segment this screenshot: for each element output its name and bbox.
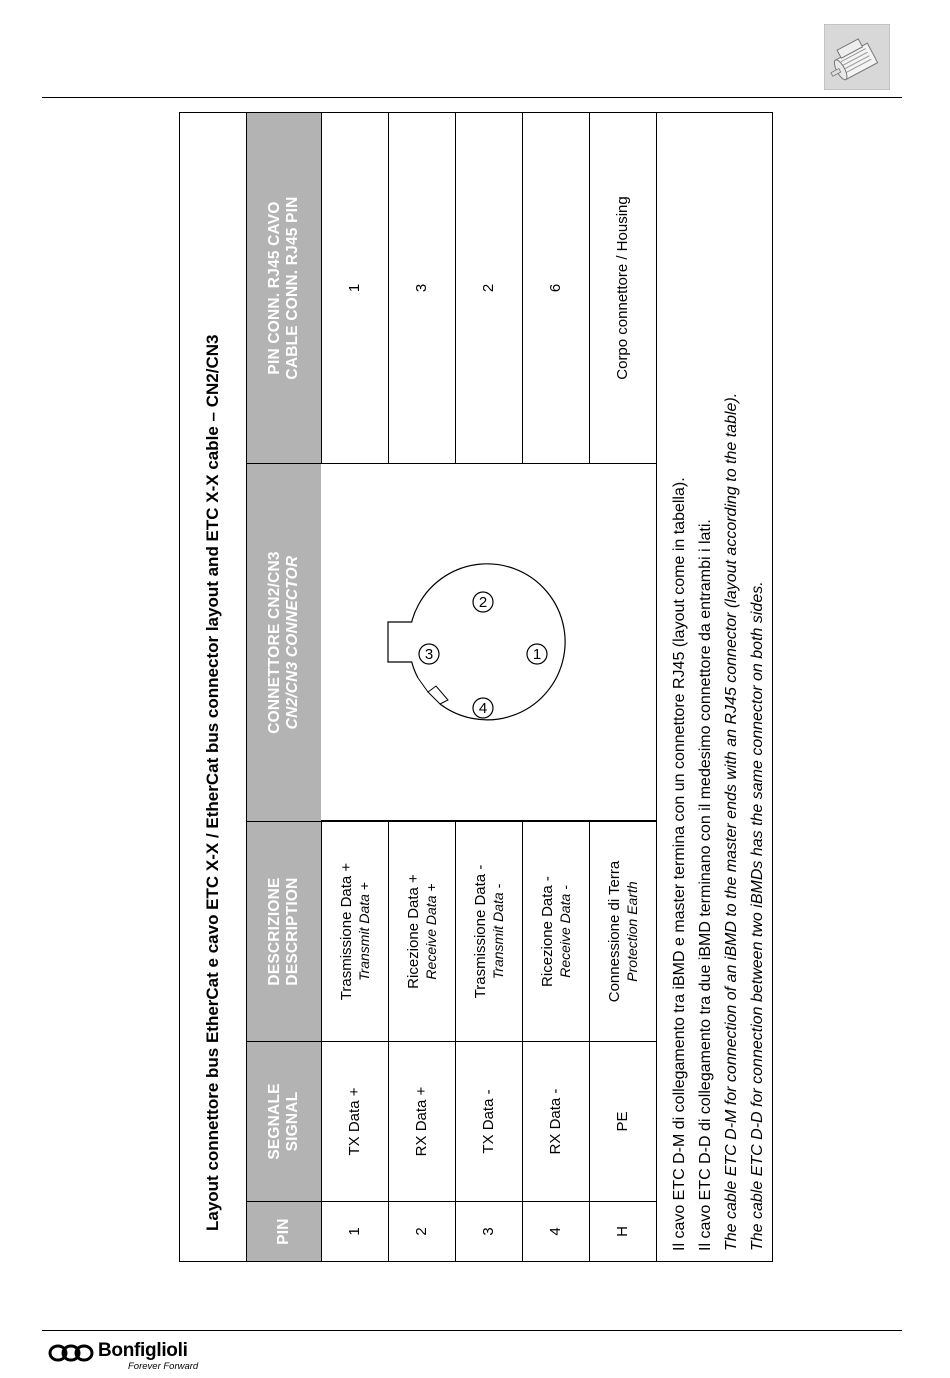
svg-text:2: 2	[478, 594, 488, 611]
col-header-rj45: PIN CONN. RJ45 CAVO CABLE CONN. RJ45 PIN	[265, 196, 301, 380]
connector-pin-1	[527, 644, 547, 664]
signal-cell: RX Data +	[389, 1041, 455, 1201]
header-rule	[42, 97, 902, 98]
rj45-cell: 6	[547, 283, 565, 293]
connector-pin-3	[419, 644, 439, 664]
description-cell: Trasmissione Data - Transmit Data -	[456, 821, 522, 1041]
rj45-cell: Corpo connettore / Housing	[614, 196, 632, 380]
rotated-table-block	[179, 112, 773, 1262]
footer-rule	[42, 1330, 902, 1331]
notes-section	[656, 113, 772, 1261]
col-header-pin: PIN	[247, 1201, 321, 1261]
svg-text:3: 3	[424, 646, 434, 663]
note-line: Il cavo ETC D-D di collegamento tra due iBMD terminano con il medesimo connettore da entrambi i lati.	[697, 519, 714, 1251]
connector-pin-2	[473, 592, 493, 612]
table-title: Layout connettore bus EtherCat e cavo ETC X-X / EtherCat bus connector layout and ETC X-X cable – CN2/CN3	[203, 334, 222, 1231]
note-line: The cable ETC D-M for connection of an iBMD to the master ends with an RJ45 connector (layout according to the table).	[723, 392, 740, 1251]
connector-pin-4	[473, 698, 493, 718]
signal-cell: RX Data -	[523, 1041, 589, 1201]
description-cell: Trasmissione Data + Transmit Data +	[322, 821, 388, 1041]
connector-table	[179, 112, 773, 1262]
rj45-cell: 3	[413, 283, 431, 293]
col-header-signal: SEGNALE SIGNAL	[247, 1041, 321, 1201]
brand-tagline: Forever Forward	[128, 1361, 199, 1372]
svg-text:4: 4	[478, 700, 488, 717]
note-line: Il cavo ETC D-M di collegamento tra iBMD e master termina con un connettore RJ45 (layout come in tabella).	[671, 477, 688, 1251]
signal-cell: PE	[590, 1041, 656, 1201]
motor-icon	[824, 24, 890, 90]
pin-cell: 3	[456, 1201, 522, 1261]
svg-text:1: 1	[532, 646, 542, 663]
note-line: The cable ETC D-D for connection between two iBMDs has the same connector on both sides.	[749, 581, 766, 1251]
rj45-cell: 1	[346, 283, 364, 293]
table-header-row	[246, 113, 321, 1261]
connector-diagram	[321, 463, 656, 821]
pin-cell: H	[590, 1201, 656, 1261]
description-cell: Connessione di Terra Protection Earth	[590, 821, 656, 1041]
col-header-description: DESCRIZIONE DESCRIPTION	[247, 821, 321, 1041]
brand-name: Bonfiglioli	[98, 1340, 188, 1361]
pin-cell: 2	[389, 1201, 455, 1261]
pin-cell: 4	[523, 1201, 589, 1261]
description-cell: Ricezione Data + Receive Data +	[389, 821, 455, 1041]
rj45-cell: 2	[480, 283, 498, 293]
signal-cell: TX Data +	[322, 1041, 388, 1201]
col-header-connector: CONNETTORE CN2/CN3 CN2/CN3 CONNECTOR	[247, 463, 321, 821]
bonfiglioli-logo	[48, 1340, 218, 1374]
pin-cell: 1	[322, 1201, 388, 1261]
bonfiglioli-logo-icon	[48, 1342, 94, 1364]
description-cell: Ricezione Data - Receive Data -	[523, 821, 589, 1041]
signal-cell: TX Data -	[456, 1041, 522, 1201]
